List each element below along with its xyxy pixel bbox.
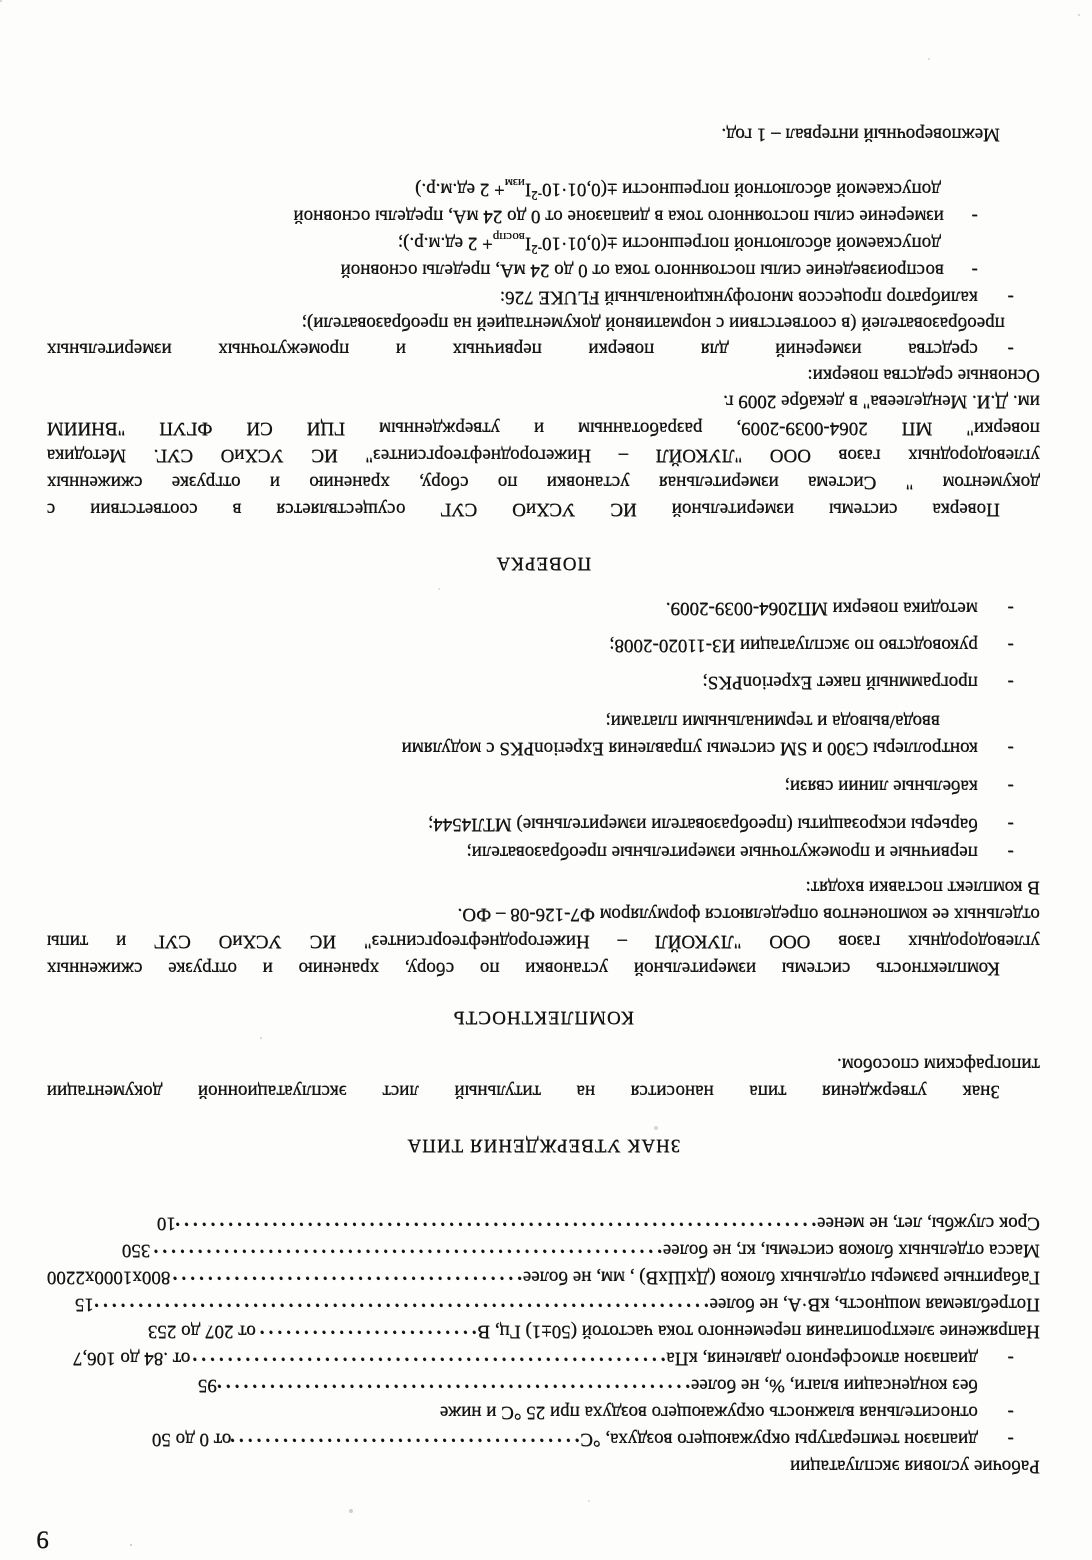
interval-line: Межповерочный интервал – 1 год.	[721, 124, 1000, 145]
paragraph-line: документом " Система измерительная установки по сбору, хранению и отгрузке сжиженных	[47, 472, 1040, 493]
spec-row	[47, 1399, 1040, 1426]
list-item-continuation: ввода/вывода и терминальными платами;	[605, 711, 940, 732]
spec-label: Срок службы, лет, не менее	[817, 1213, 1040, 1234]
spec-value: 95	[198, 1375, 217, 1396]
spec-value: 800х1000х2200	[47, 1267, 171, 1288]
formula-superscript: -2	[531, 242, 543, 258]
spec-row	[47, 1237, 1040, 1264]
list-item	[47, 811, 1040, 838]
list-dash: -	[1007, 1348, 1014, 1369]
list-dash: -	[1007, 672, 1014, 693]
formula-prefix: допускаемой абсолютной погрешности ±(0,01·10	[542, 233, 941, 254]
spec-label: диапазон атмосферного давления, кПа	[666, 1348, 978, 1369]
list-dash: -	[1007, 635, 1014, 656]
spec-value: от 207 до 253	[148, 1321, 256, 1342]
list-item	[47, 595, 1040, 622]
heading-verification: ПОВЕРКА	[495, 553, 592, 574]
page-number: 9	[36, 1526, 49, 1553]
means-intro: Основные средства поверки:	[807, 365, 1040, 386]
list-dash: -	[1007, 842, 1014, 863]
spec-value: от .84 до 106,7	[73, 1348, 191, 1369]
list-dash: -	[1007, 287, 1014, 308]
formula-suffix: + 2 ед.м.р.);	[397, 233, 493, 254]
spec-value: 350	[122, 1240, 151, 1261]
paragraph-line: углеводородных газов ООО "ЛУКОЙЛ – Нижегороднефтеоргсинтез" ИС УСХиО СУГ. Методика	[47, 445, 1040, 466]
spec-row	[47, 1264, 1040, 1291]
paragraph-line: Комплектность системы измерительной установки по сбору, хранению и отгрузке сжиженных	[47, 958, 1000, 979]
spec-label: без конденсации влаги, %, не более	[691, 1375, 978, 1396]
list-item-text: барьеры искрозащиты (преобразователи измерительные) МТЛ4544;	[428, 814, 978, 835]
list-item-text: руководство по эксплуатации ИЗ-11020-2008;	[609, 635, 978, 656]
formula-line	[47, 230, 941, 257]
sub-list-item-text: измерение силы постоянного тока в диапазоне от 0 до 24 мА, пределы основной	[293, 206, 944, 227]
paragraph-line: поверки" МП 2064-0039-2009, разработанным и утвержденным ГЦИ СИ ФГУП "ВНИИМ	[47, 418, 1040, 439]
list-item	[47, 773, 1040, 800]
formula-suffix: + 2 ед.м.р.)	[415, 179, 505, 200]
list-dash: -	[1007, 1402, 1014, 1423]
list-dash: -	[1007, 598, 1014, 619]
formula-subscript: воспр	[492, 230, 526, 246]
spec-label: Масса отдельных блоков системы, кг, не более	[662, 1240, 1040, 1261]
formula-symbol: I	[525, 233, 532, 254]
list-dash: -	[971, 260, 978, 281]
list-item-text: методика поверки МП2064-0039-2009.	[665, 598, 978, 619]
list-item-text: контроллеры С300 и SM системы управления ExperionPKS с модулями	[401, 738, 978, 759]
list-dash: -	[1007, 339, 1014, 360]
spec-row	[47, 1318, 1040, 1345]
sub-list-item	[47, 257, 1040, 284]
scan-noise	[0, 0, 2, 2]
dot-leader	[231, 1426, 580, 1453]
dot-leader	[190, 1345, 666, 1372]
dot-leader	[151, 1237, 663, 1264]
formula-superscript: -2	[531, 188, 543, 204]
formula-subscript: изм	[504, 176, 526, 192]
paragraph-line: им. Д.И. Менделеева" в декабре 2009 г.	[723, 391, 1040, 412]
list-item	[47, 632, 1040, 659]
paragraph-line: отдельных ее компонентов определяются формуляром Ф7-126-08 – ФО.	[457, 904, 1040, 925]
spec-row	[47, 1291, 1040, 1318]
heading-completeness: КОМПЛЕКТНОСТЬ	[452, 1007, 635, 1028]
dot-leader	[256, 1318, 478, 1345]
spec-value: 10	[157, 1213, 176, 1234]
spec-label: диапазон температуры окружающего воздуха, °С	[580, 1429, 978, 1450]
list-item	[47, 735, 1040, 762]
sub-list-item	[47, 203, 1040, 230]
dot-leader	[94, 1291, 710, 1318]
spec-label: Потребляемая мощность, кВ·А, не более	[709, 1294, 1040, 1315]
spec-value: от 0 до 50	[152, 1429, 232, 1450]
list-item-text: кабельные линии связи;	[784, 776, 978, 797]
list-dash: -	[971, 206, 978, 227]
list-dash: -	[1007, 1429, 1014, 1450]
document-content	[47, 121, 1040, 1480]
list-item	[47, 839, 1040, 866]
list-dash: -	[1007, 738, 1014, 759]
spec-label: относительная влажность окружающего воздуха при 25 °С и ниже	[440, 1402, 978, 1423]
formula-prefix: допускаемой абсолютной погрешности ±(0,01·10	[542, 179, 941, 200]
formula-symbol: I	[525, 179, 532, 200]
dot-leader	[176, 1210, 817, 1237]
list-item-text: средства измерений для поверки первичных и промежуточных измерительных	[47, 339, 978, 360]
paragraph-line: Поверка системы измерительной ИС УСХиО СУГ осуществляется в соответствии с	[47, 499, 1000, 520]
spec-row	[47, 1345, 1040, 1372]
list-dash: -	[1007, 814, 1014, 835]
list-item-text: программный пакет ExperionPKS;	[702, 672, 978, 693]
kit-intro: В комплект поставки входят:	[805, 877, 1040, 898]
heading-type-approval-mark: ЗНАК УТВЕРЖДЕНИЯ ТИПА	[406, 1135, 681, 1156]
list-dash: -	[1007, 776, 1014, 797]
sub-list-item-text: воспроизведение силы постоянного тока от 0 до 24 мА, пределы основной	[340, 260, 944, 281]
list-item-text: первичные и промежуточные измерительные преобразователи;	[466, 842, 978, 863]
spec-label: Габаритные размеры отдельных блоков (ДхШхВ) , мм, не более	[522, 1267, 1040, 1288]
list-item	[47, 336, 1040, 362]
dot-leader	[171, 1264, 523, 1291]
spec-row	[47, 1210, 1040, 1237]
list-item-continuation: преобразователей (в соответствии с нормативной документацией на преобразователи);	[301, 313, 1005, 334]
spec-value: 15	[75, 1294, 94, 1315]
paragraph-line: углеводородных газов ООО "ЛУКОЙЛ – Нижегороднефтеоргсинтез" ИС УСХиО СУГ и типы	[47, 931, 1040, 952]
paragraph-line: Знак утверждения типа наносится на титульный лист эксплуатационной документации	[47, 1081, 1000, 1102]
dot-leader	[217, 1372, 691, 1399]
list-item-text: калибратор процессов многофункциональный FLUKE 726:	[499, 287, 978, 308]
spec-row	[47, 1426, 1040, 1453]
list-item	[47, 284, 1040, 310]
formula-line	[47, 176, 941, 203]
operating-conditions-title: Рабочие условия эксплуатации	[790, 1456, 1040, 1477]
spec-row	[47, 1372, 1040, 1399]
spec-label: Напряжение электропитания переменного тока частотой (50±1) Гц, В	[477, 1321, 1040, 1342]
list-item	[47, 669, 1040, 696]
paragraph-line: типографским способом.	[837, 1054, 1040, 1075]
